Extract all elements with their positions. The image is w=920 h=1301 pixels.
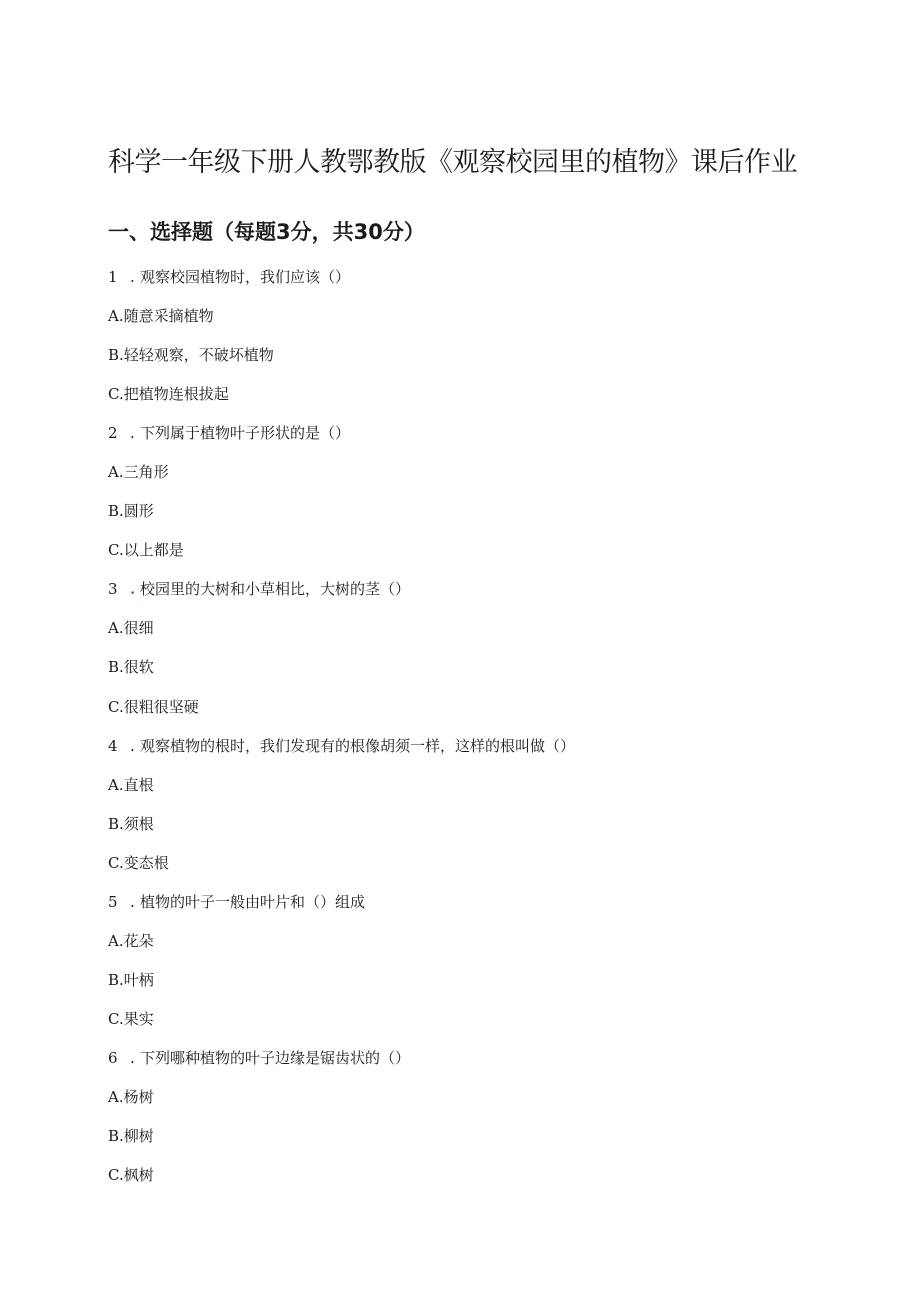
question-dot: .	[130, 580, 136, 599]
question-text: 校园里的大树和小草相比，大树的茎（）	[140, 580, 411, 599]
answer-option: A.很细	[108, 619, 154, 638]
question-text: 观察校园植物时，我们应该（）	[140, 268, 351, 286]
question-number: 3	[108, 580, 118, 599]
question-text: 观察植物的根时，我们发现有的根像胡须一样，这样的根叫做（）	[140, 736, 576, 755]
answer-option: B.叶柄	[108, 970, 154, 989]
answer-option: A.随意采摘植物	[108, 307, 214, 326]
question-number: 6	[108, 1048, 118, 1067]
question-dot: .	[130, 1048, 135, 1067]
question-text: 下列哪种植物的叶子边缘是锯齿状的（）	[140, 1048, 411, 1067]
answer-option: B.轻轻观察，不破坏植物	[108, 346, 274, 365]
question-stem	[108, 262, 888, 301]
section-heading: 一、选择题（每题3分，共30分）	[108, 220, 425, 244]
question-dot: .	[130, 892, 135, 911]
answer-option: B.圆形	[108, 502, 154, 521]
question-stem	[108, 887, 888, 926]
question-text: 植物的叶子一般由叶片和（）组成	[140, 892, 366, 911]
answer-option: B.柳树	[108, 1127, 154, 1146]
answer-option: C.以上都是	[108, 541, 184, 560]
answer-option: A.直根	[108, 775, 154, 794]
answer-option: C.把植物连根拔起	[108, 385, 229, 404]
question-stem	[108, 574, 888, 613]
question-number: 1	[108, 268, 118, 286]
answer-option: C.变态根	[108, 853, 169, 872]
answer-option: B.须根	[108, 814, 154, 833]
question-dot: .	[130, 424, 135, 443]
question-dot: .	[130, 268, 135, 286]
question-number: 5	[108, 892, 118, 911]
question-dot: .	[130, 736, 135, 755]
question-list	[108, 262, 888, 1199]
answer-option: C.果实	[108, 1009, 154, 1028]
question-stem	[108, 731, 888, 770]
question-stem	[108, 1043, 888, 1082]
answer-option: C.枫树	[108, 1166, 154, 1185]
answer-option: B.很软	[108, 658, 154, 677]
document-title: 科学一年级下册人教鄂教版《观察校园里的植物》课后作业	[108, 147, 797, 178]
answer-option: A.三角形	[108, 463, 169, 482]
question-number: 2	[108, 424, 118, 443]
answer-option: A.花朵	[108, 931, 154, 950]
question-stem	[108, 418, 888, 457]
question-number: 4	[108, 736, 118, 755]
answer-option: C.很粗很坚硬	[108, 697, 199, 716]
answer-option: A.杨树	[108, 1087, 154, 1106]
question-text: 下列属于植物叶子形状的是（）	[140, 424, 351, 443]
